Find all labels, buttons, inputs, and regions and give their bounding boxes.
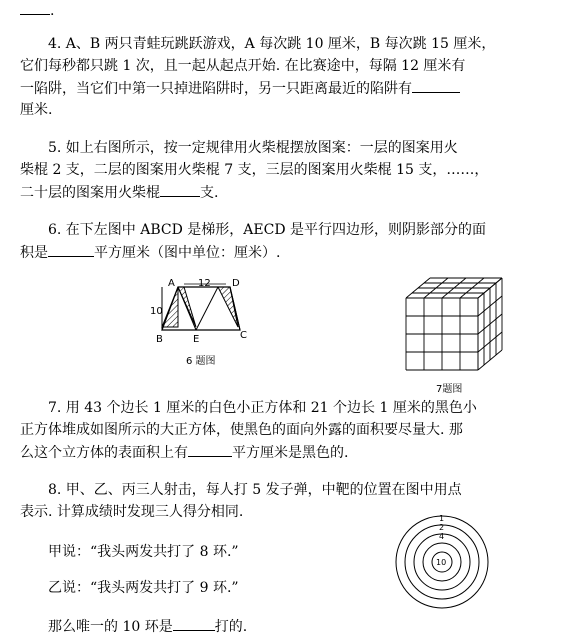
q4-answer-blank[interactable] xyxy=(412,78,460,93)
figure-7-caption: 7题图 xyxy=(436,384,463,395)
top-line: . xyxy=(20,0,54,21)
q4-line1: 4. A、B 两只青蛙玩跳跃游戏，A 每次跳 10 厘米，B 每次跳 15 厘米， xyxy=(48,36,496,52)
q5-line3: 二十层的图案用火柴棍 支. xyxy=(20,182,218,203)
ring-label-1: 1 xyxy=(439,514,445,523)
figure-6-caption: 6 题图 xyxy=(186,356,216,367)
label-top-len: 12 xyxy=(198,278,211,289)
figure-6-trapezoid xyxy=(148,272,260,352)
q8-answer-blank[interactable] xyxy=(173,616,215,631)
segment-ae xyxy=(178,287,196,330)
ring-label-2: 2 xyxy=(439,523,445,532)
figure-7-cube xyxy=(400,272,506,372)
q4-line3: 一陷阱，当它们中第一只掉进陷阱时，另一只距离最近的陷阱有 xyxy=(20,78,460,99)
q7-line1: 7. 用 43 个边长 1 厘米的白色小正方体和 21 个边长 1 厘米的黑色小 xyxy=(48,400,477,416)
label-e: E xyxy=(193,334,200,345)
segment-internal xyxy=(196,287,218,330)
q6-answer-blank[interactable] xyxy=(48,242,94,257)
label-d: D xyxy=(232,278,240,289)
q8-final: 那么唯一的 10 环是 打的. xyxy=(48,616,247,637)
label-height-len: 10 xyxy=(150,306,163,317)
q6-line2: 积是 平方厘米（图中单位：厘米）. xyxy=(20,242,280,263)
ring-label-4: 4 xyxy=(439,532,445,541)
q7-answer-blank[interactable] xyxy=(188,442,232,457)
q8-line1: 8. 甲、乙、丙三人射击，每人打 5 发子弹，中靶的位置在图中用点 xyxy=(48,482,462,498)
q4-line2: 它们每秒都只跳 1 次，且一起从起点开始. 在比赛途中，每隔 12 厘米有 xyxy=(20,58,466,74)
q5-line1: 5. 如上右图所示，按一定规律用火柴棍摆放图案：一层的图案用火 xyxy=(48,140,458,156)
q5-line2: 柴棍 2 支，二层的图案用火柴棍 7 支，三层的图案用火柴棍 15 支，……， xyxy=(20,162,489,178)
ring-label-10: 10 xyxy=(436,558,447,567)
answer-blank[interactable] xyxy=(20,0,50,15)
label-b: B xyxy=(156,334,163,345)
label-c: C xyxy=(240,330,247,341)
q8-jia: 甲说：“我头两发共打了 8 环.” xyxy=(48,544,239,560)
q4-line4: 厘米. xyxy=(20,102,53,118)
q8-yi: 乙说：“我头两发共打了 9 环.” xyxy=(48,580,239,596)
q6-line1: 6. 在下左图中 ABCD 是梯形，AECD 是平行四边形，则阴影部分的面 xyxy=(48,222,487,238)
q8-line2: 表示. 计算成绩时发现三人得分相同. xyxy=(20,504,244,520)
label-a: A xyxy=(168,278,175,289)
q7-line3: 么这个立方体的表面积上有 平方厘米是黑色的. xyxy=(20,442,348,463)
q5-answer-blank[interactable] xyxy=(160,182,200,197)
q7-line2: 正方体堆成如图所示的大正方体，使黑色的面向外露的面积要尽量大. 那 xyxy=(20,422,463,438)
target-figure xyxy=(394,514,490,610)
